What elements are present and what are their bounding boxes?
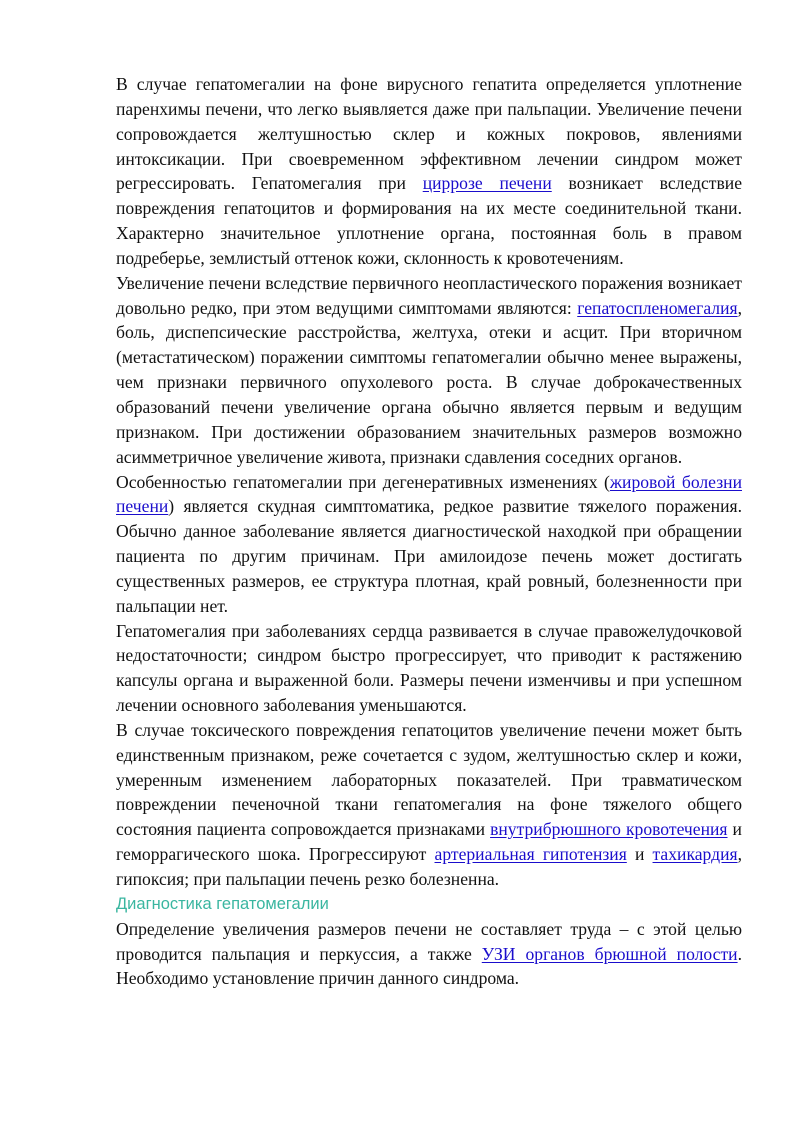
paragraph-text: , гипоксия; при пальпации печень резко болезненна.	[116, 844, 742, 889]
paragraph-text: Увеличение печени вследствие первичного неопластического поражения возникает довольно редко, при этом ведущими симптомами являются:	[116, 272, 742, 318]
paragraph-neoplastic	[116, 271, 742, 470]
link-hepatosplenomegaly[interactable]: гепатоспленомегалия	[577, 297, 738, 318]
paragraph-degenerative	[116, 470, 742, 619]
document-page	[116, 72, 742, 991]
link-tachycardia[interactable]: тахикардия	[652, 844, 738, 865]
paragraph-text: В случае гепатомегалии на фоне вирусного гепатита определяется уплотнение паренхимы печени, что легко выявляется даже при пальпации. Увеличение печени сопровождается желтушностью склер и кожных покровов, явлениями интоксикации. При своевременном эффективном лечении синдром может регрессировать. Гепатомегалия при	[116, 74, 742, 194]
paragraph-viral-cirrhosis	[116, 72, 742, 271]
paragraph-text: возникает вследствие повреждения гепатоцитов и формирования на их месте соединительной ткани. Характерно значительное уплотнение органа, постоянная боль в правом подреберье, землистый оттенок кожи, склонность к кровотечениям.	[116, 173, 742, 268]
link-cirrhosis[interactable]: циррозе печени	[422, 173, 552, 194]
paragraph-text: . Необходимо установление причин данного синдрома.	[116, 943, 742, 989]
paragraph-cardiac	[116, 619, 742, 718]
section-heading-diagnostics: Диагностика гепатомегалии	[116, 894, 329, 913]
paragraph-text: и геморрагического шока. Прогрессируют	[116, 819, 742, 865]
paragraph-diagnostics	[116, 917, 742, 992]
paragraph-text: и	[626, 844, 653, 865]
paragraph-text: ) является скудная симптоматика, редкое развитие тяжелого поражения. Обычно данное заболевание является диагностической находкой при обращении пациента по другим причинам. При амилоидозе печень может достигать существенных размеров, ее структура плотная, край ровный, болезненности при пальпации нет.	[116, 496, 742, 616]
link-arterial-hypotension[interactable]: артериальная гипотензия	[434, 844, 627, 865]
link-abdominal-ultrasound[interactable]: УЗИ органов брюшной полости	[481, 943, 738, 964]
paragraph-text: , боль, диспепсические расстройства, желтуха, отеки и асцит. При вторичном (метастатическом) поражении симптомы гепатомегалии обычно менее выражены, чем признаки первичного опухолевого роста. В случае доброкачественных образований печени увеличение органа обычно является первым и ведущим признаком. При достижении образованием значительных размеров возможно асимметричное увеличение живота, признаки сдавления соседних органов.	[116, 297, 742, 467]
paragraph-text: Особенностью гепатомегалии при дегенеративных изменениях (	[116, 471, 610, 492]
paragraph-text: Гепатомегалия при заболеваниях сердца развивается в случае правожелудочковой недостаточности; синдром быстро прогрессирует, что приводит к растяжению капсулы органа и выраженной боли. Размеры печени изменчивы и при успешном лечении основного заболевания уменьшаются.	[116, 620, 742, 716]
paragraph-text: Определение увеличения размеров печени не составляет труда – с этой целью проводится пальпация и перкуссия, а также	[116, 918, 742, 964]
link-intra-abdominal-bleeding[interactable]: внутрибрюшного кровотечения	[490, 819, 728, 840]
paragraph-text: В случае токсического повреждения гепатоцитов увеличение печени может быть единственным признаком, реже сочетается с зудом, желтушностью склер и кожи, умеренным изменением лабораторных показателей. При травматическом повреждении печеночной ткани гепатомегалия на фоне тяжелого общего состояния пациента сопровождается признаками	[116, 719, 742, 840]
paragraph-toxic-traumatic	[116, 718, 742, 892]
link-fatty-liver-disease[interactable]: жировой болезни печени	[116, 471, 742, 517]
